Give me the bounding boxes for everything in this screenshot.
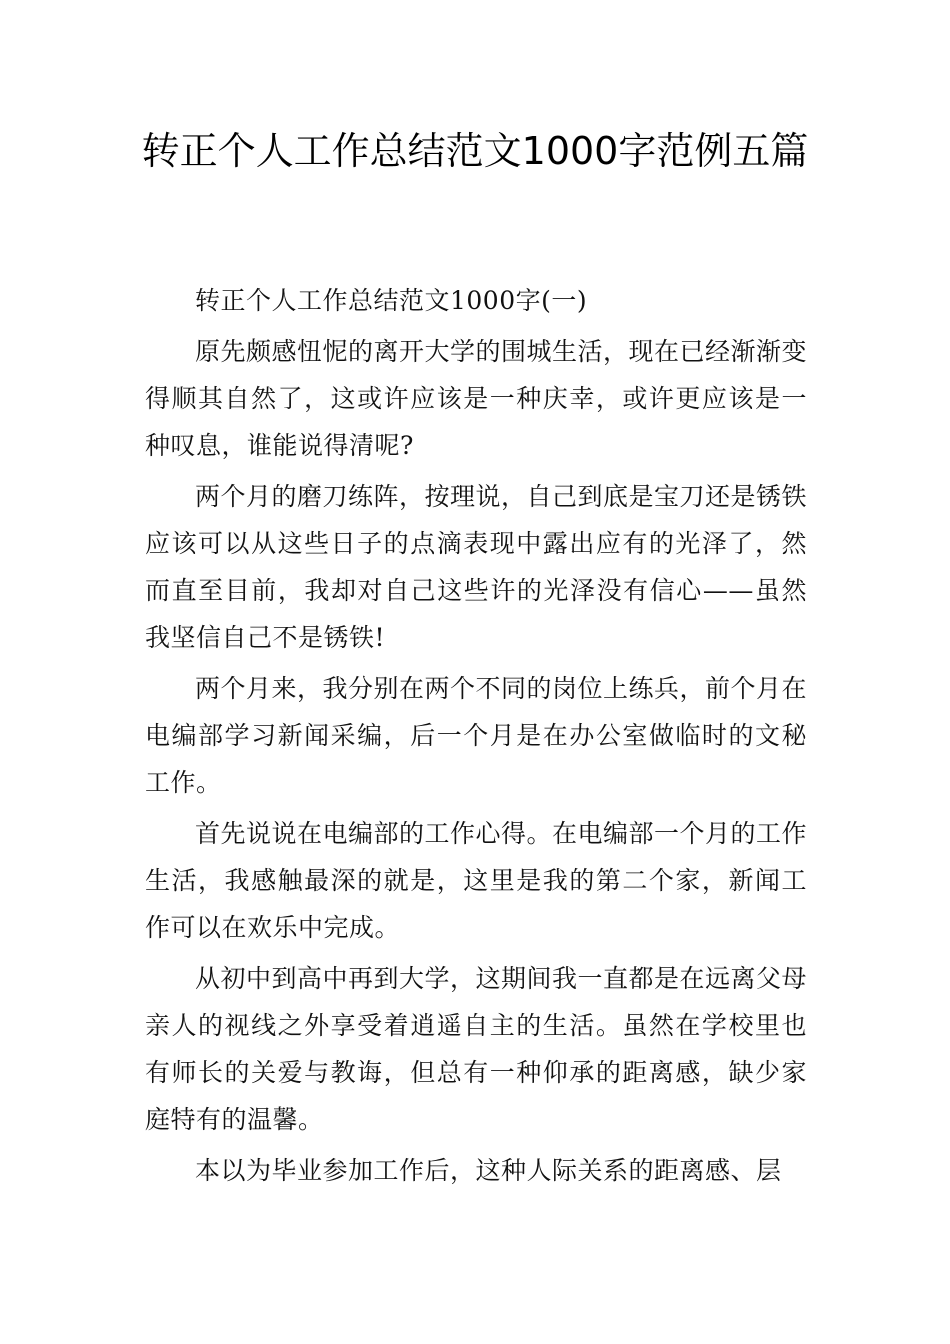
document-title: 转正个人工作总结范文1000字范例五篇	[141, 129, 809, 173]
paragraph: 首先说说在电编部的工作心得。在电编部一个月的工作生活，我感触最深的就是，这里是我的第二个家，新闻工作可以在欢乐中完成。	[145, 819, 808, 942]
paragraph: 原先颇感忸怩的离开大学的围城生活，现在已经渐渐变得顺其自然了，这或许应该是一种庆幸，或许更应该是一种叹息，谁能说得清呢?	[145, 337, 808, 460]
paragraph: 两个月来，我分别在两个不同的岗位上练兵，前个月在电编部学习新闻采编，后一个月是在办公室做临时的文秘工作。	[145, 674, 808, 797]
paragraph: 本以为毕业参加工作后，这种人际关系的距离感、层	[195, 1156, 782, 1185]
document-body	[145, 277, 807, 1198]
paragraph: 从初中到高中再到大学，这期间我一直都是在远离父母亲人的视线之外享受着逍遥自主的生活。虽然在学校里也有师长的关爱与教诲，但总有一种仰承的距离感，缺少家庭特有的温馨。	[145, 964, 808, 1134]
paragraph-subtitle: 转正个人工作总结范文1000字(一)	[195, 286, 588, 315]
paragraph: 两个月的磨刀练阵，按理说，自己到底是宝刀还是锈铁应该可以从这些日子的点滴表现中露出应有的光泽了，然而直至目前，我却对自己这些许的光泽没有信心——虽然我坚信自己不是锈铁!	[145, 482, 808, 652]
